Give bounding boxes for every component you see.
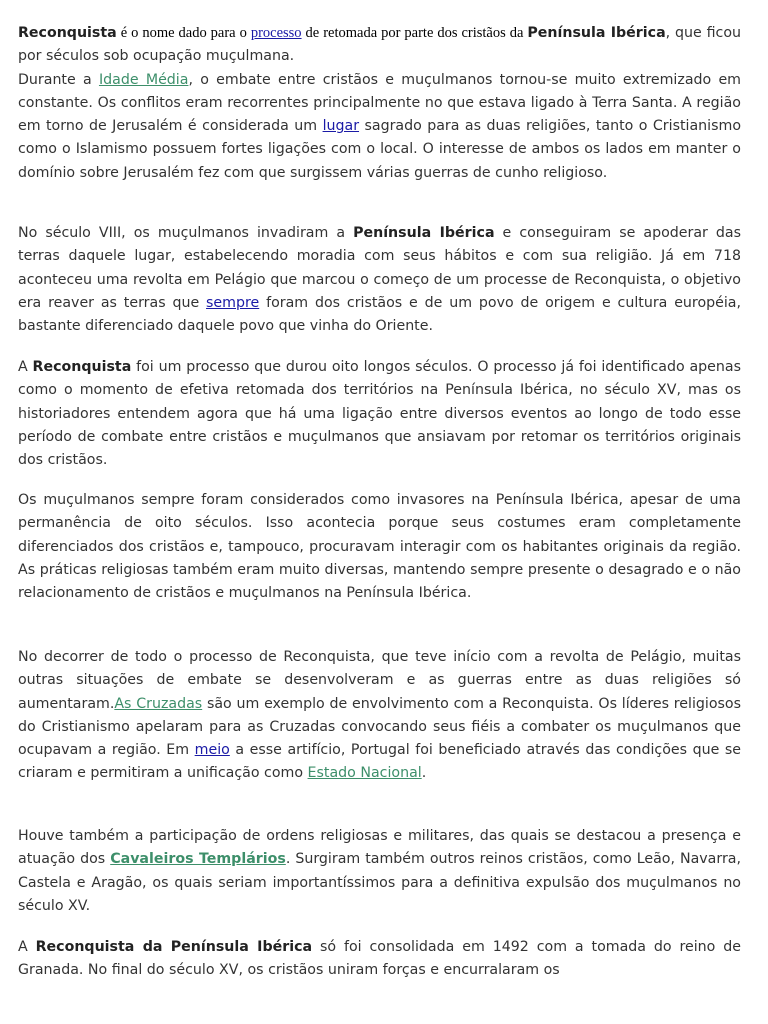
text: Durante a: [18, 71, 99, 88]
text: . Surgiram também outros reinos cristãos, como Leão, Navarra, Castela e Aragão, os quais seriam importantíssimos para a definitiva expulsão dos muçulmanos no século XV.: [18, 851, 741, 914]
link-estado-nacional[interactable]: Estado Nacional: [307, 765, 422, 782]
text: a esse artifício, Portugal foi beneficiado através das condições que se criaram e permitiram a unificação como: [18, 742, 742, 782]
paragraph-5: [18, 646, 741, 786]
paragraph-4: [18, 489, 741, 605]
link-idade-media[interactable]: Idade Média: [98, 71, 189, 88]
link-processo[interactable]: processo: [250, 25, 302, 41]
term-peninsula-iberica: Península Ibérica: [353, 225, 495, 241]
text: é o nome dado para o: [116, 25, 251, 41]
link-lugar[interactable]: lugar: [322, 118, 360, 135]
link-meio[interactable]: meio: [194, 742, 230, 759]
text: , o embate entre cristãos e muçulmanos tornou-se muito extremizado em constante. Os conflitos eram recorrentes principalmente no que estava ligado à Terra Santa. A região em torno de Jerusalém é considerada um: [18, 71, 742, 135]
text: são um exemplo de envolvimento com a Reconquista. Os líderes religiosos do Cristianismo apelaram para as Cruzadas convocando seus fiéis a combater os muçulmanos que ocupavam a região. Em: [18, 695, 742, 759]
text: No século VIII, os muçulmanos invadiram a: [18, 225, 354, 241]
link-sempre[interactable]: sempre: [206, 294, 260, 311]
term-reconquista: Reconquista: [32, 359, 132, 375]
text: Os muçulmanos sempre foram considerados como invasores na Península Ibérica, apesar de uma permanência de oito séculos. Isso acontecia porque seus costumes eram completamente diferenciados dos cristãos e, tampouco, procuravam interagir com os habitantes originais da região. As práticas religiosas também eram muito diversas, mantendo sempre presente o desagrado e o não relacionamento de cristãos e muçulmanos na Península Ibérica.: [18, 492, 741, 602]
text: A: [18, 939, 36, 955]
text: A: [18, 359, 33, 375]
paragraph-6: [18, 825, 741, 918]
paragraph-3: [18, 356, 741, 472]
link-cavaleiros-templarios[interactable]: Cavaleiros Templários: [110, 851, 286, 868]
text: sagrado para as duas religiões, tanto o Cristianismo como o Islamismo possuem fortes ligações com o local. O interesse de ambos os lados em manter o domínio sobre Jerusalém fez com que surgissem várias guerras de cunho religioso.: [18, 118, 741, 181]
text: .: [421, 765, 427, 782]
text: e conseguiram se apoderar das terras daquele lugar, estabelecendo moradia com seus hábitos e com sua religião. Já em 718 aconteceu uma revolta em Pelágio que marcou o começo de um processe de Reconquista, o objetivo era reaver as terras que: [18, 225, 742, 311]
text: foram dos cristãos e de um povo de origem e cultura européia, bastante diferenciado daquele povo que vinha do Oriente.: [18, 294, 741, 335]
term-reconquista: Reconquista: [18, 25, 117, 41]
text: , que ficou por séculos sob ocupação muçulmana.: [18, 25, 742, 65]
text: só foi consolidada em 1492 com a tomada do reino de Granada. No final do século XV, os cristãos uniram forças e encurralaram os: [18, 939, 742, 979]
term-reconquista-peninsula-iberica: Reconquista da Península Ibérica: [35, 939, 313, 955]
paragraph-2: [18, 222, 741, 338]
text: Houve também a participação de ordens religiosas e militares, das quais se destacou a presença e atuação dos: [18, 828, 741, 868]
paragraph-7: [18, 936, 741, 983]
paragraph-1: [18, 22, 741, 185]
term-peninsula-iberica: Península Ibérica: [527, 25, 666, 41]
link-as-cruzadas[interactable]: As Cruzadas: [114, 695, 203, 712]
text: de retomada por parte dos cristãos da: [301, 25, 528, 41]
text: foi um processo que durou oito longos séculos. O processo já foi identificado apenas como o momento de efetiva retomada dos territórios na Península Ibérica, no século XV, mas os historiadores entendem agora que há uma ligação entre diversos eventos ao longo de todo esse período de combate entre cristãos e muçulmanos que ansiavam por retomar os territórios originais dos cristãos.: [18, 359, 741, 469]
text: No decorrer de todo o processo de Reconquista, que teve início com a revolta de Pelágio, muitas outras situações de embate se desenvolveram e as guerras entre as duas religiões só aumentaram.: [18, 649, 741, 712]
